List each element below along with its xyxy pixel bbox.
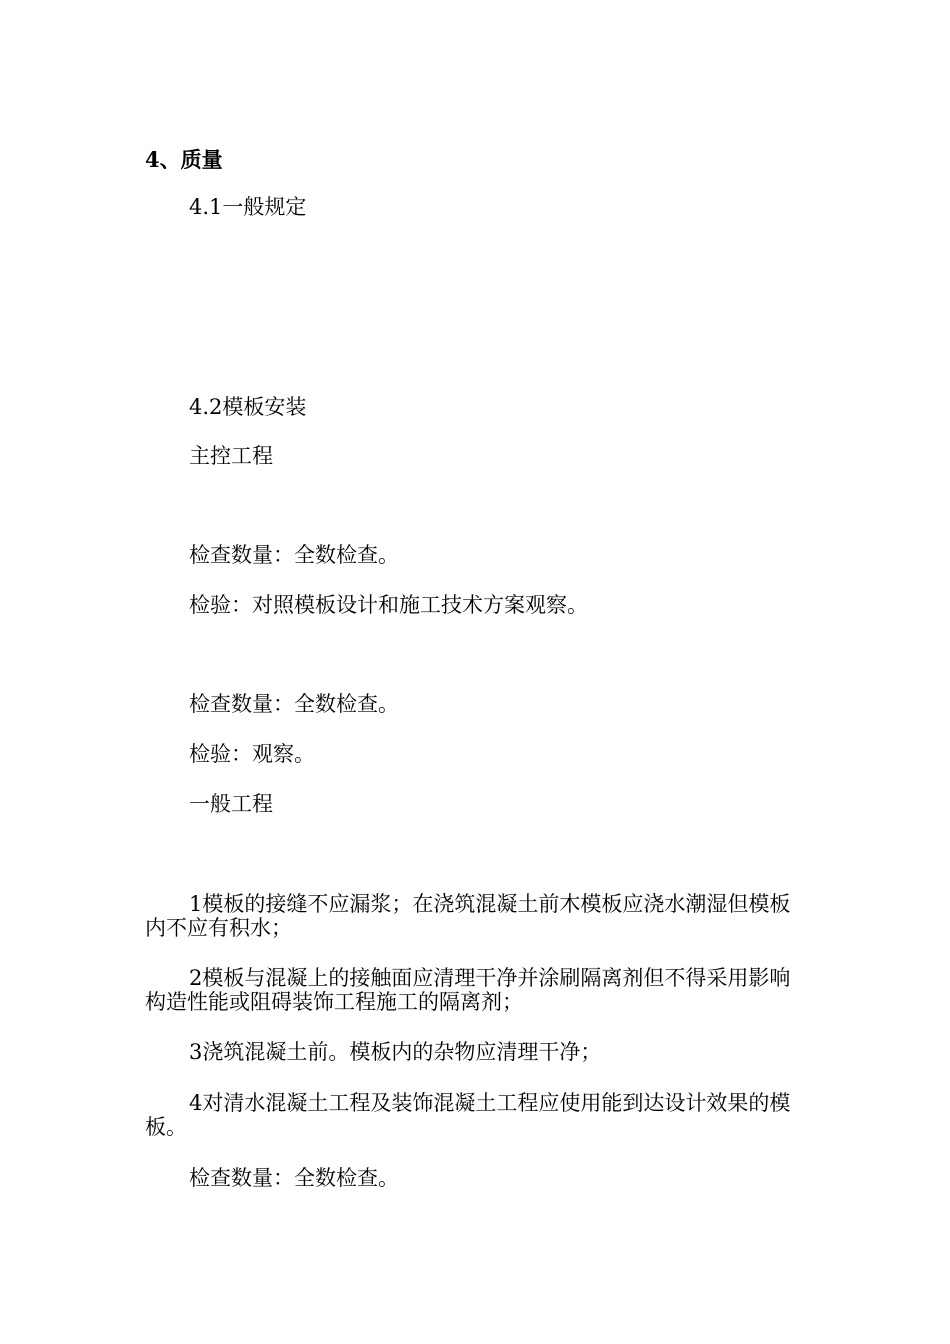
subsection-4-2-title: 4.2模板安装 [189, 395, 307, 419]
section-title: 4、质量 [145, 147, 223, 172]
inspection-method-text: 检验：对照模板设计和施工技术方案观察。 [189, 593, 588, 617]
general-item-1: 1模板的接缝不应漏浆；在浇筑混凝土前木模板应浇水潮湿但模板内不应有积水； [145, 892, 791, 940]
check-quantity-text: 检查数量：全数检查。 [189, 543, 399, 567]
general-item-4: 4对清水混凝土工程及装饰混凝土工程应使用能到达设计效果的模板。 [145, 1091, 791, 1139]
general-item-3: 3浇筑混凝土前。模板内的杂物应清理干净； [189, 1040, 602, 1064]
subsection-4-1-title: 4.1一般规定 [189, 195, 307, 219]
main-control-heading: 主控工程 [189, 444, 273, 468]
general-item-2: 2模板与混凝上的接触面应清理干净并涂刷隔离剂但不得采用影响构造性能或阻碍装饰工程施工的隔离剂； [145, 966, 791, 1014]
check-quantity-text: 检查数量：全数检查。 [189, 1166, 399, 1190]
inspection-method-text: 检验：观察。 [189, 742, 315, 766]
general-items-heading: 一般工程 [189, 792, 273, 816]
check-quantity-text: 检查数量：全数检查。 [189, 692, 399, 716]
